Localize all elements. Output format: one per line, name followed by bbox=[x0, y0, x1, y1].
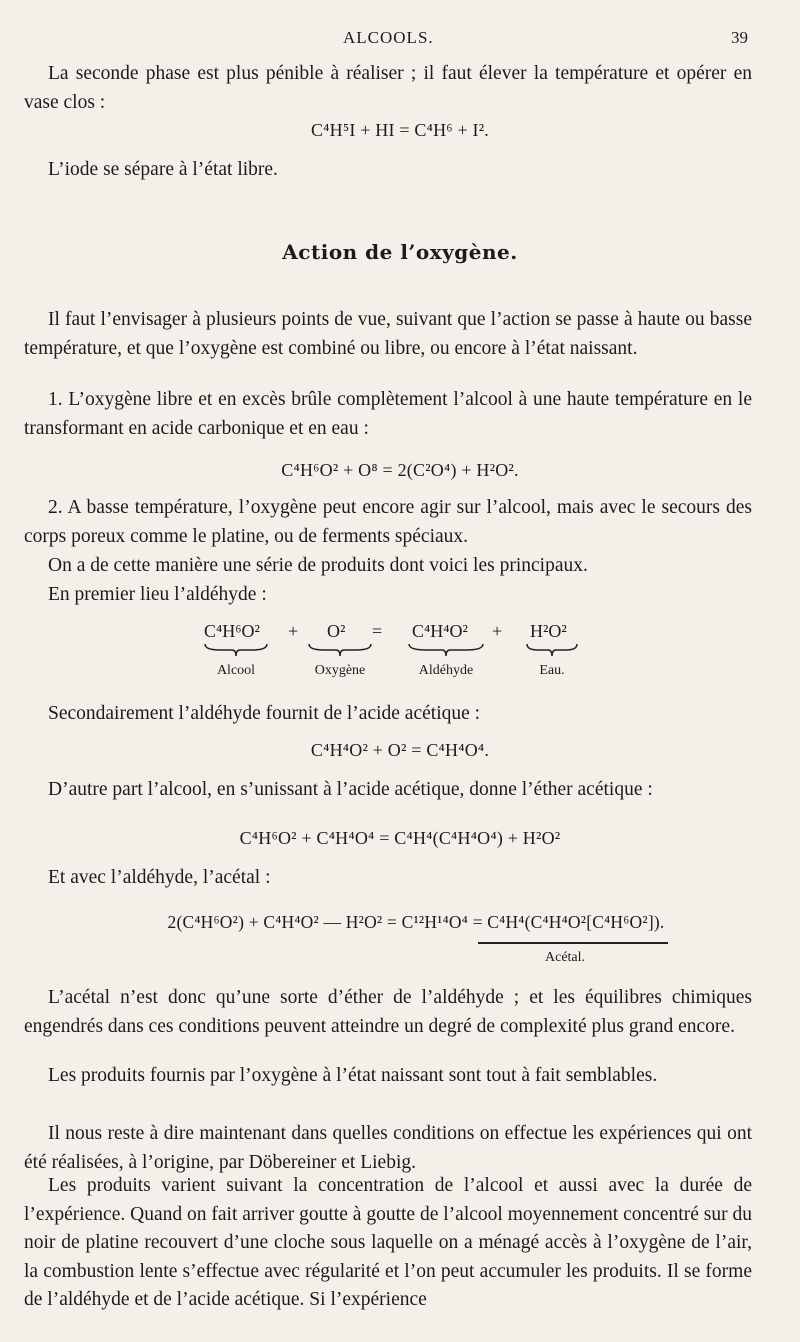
equation-term-alcohol: C⁴H⁶O² bbox=[204, 621, 260, 641]
equation-term-aldehyde: C⁴H⁴O² bbox=[412, 621, 468, 641]
label-aldehyde: Aldéhyde bbox=[418, 663, 474, 678]
running-title: ALCOOLS. bbox=[343, 28, 434, 47]
equation-plus: + bbox=[288, 621, 299, 641]
paragraph-products-series: On a de cette manière une série de produits dont voici les principaux. bbox=[48, 555, 588, 576]
formula-acetic-acid: C⁴H⁴O² + O² = C⁴H⁴O⁴. bbox=[310, 740, 490, 760]
acetal-formula-block bbox=[0, 910, 800, 970]
formula-iodide: C⁴H⁵I + HI = C⁴H⁶ + I². bbox=[310, 120, 490, 140]
brace-aldehyde bbox=[408, 643, 484, 657]
paragraph-nascent-oxygen: Les produits fournis par l’oxygène à l’état naissant sont tout à fait semblables. bbox=[48, 1065, 658, 1086]
equation-equals: = bbox=[372, 621, 383, 641]
paragraph-experiments: Il nous reste à dire maintenant dans quelles conditions on effectue les expériences qui ont été réalisées, à l’origine, par Döbereiner et Liebig. bbox=[24, 1123, 752, 1173]
paragraph-products-vary: Les produits varient suivant la concentration de l’alcool et aussi avec la durée de l’expérience. Quand on fait arriver goutte à goutte de l’alcool moyennement concentré sur du noir de platine recouvert d’une cloche sous laquelle on a ménagé accès à l’oxygène de l’air, la combustion lente s’effectue avec régularité et l’on peut accumuler les produits. Il se forme de l’aldéhyde et de l’acide acétique. Si l’expérience bbox=[24, 1175, 752, 1310]
paragraph-free-oxygen: 1. L’oxygène libre et en excès brûle complètement l’alcool à une haute température en le transformant en acide carbonique et en eau : bbox=[24, 389, 752, 439]
paragraph-acetic-acid: Secondairement l’aldéhyde fournit de l’acide acétique : bbox=[48, 703, 481, 724]
label-eau: Eau. bbox=[539, 663, 565, 678]
equation-term-water: H²O² bbox=[530, 621, 567, 641]
formula-acetic-ether: C⁴H⁶O² + C⁴H⁴O⁴ = C⁴H⁴(C⁴H⁴O⁴) + H²O² bbox=[239, 828, 561, 848]
formula-acetal: 2(C⁴H⁶O²) + C⁴H⁴O² — H²O² = C¹²H¹⁴O⁴ = C⁴H⁴(C⁴H⁴O²[C⁴H⁶O²]). bbox=[167, 912, 665, 932]
section-title: Action de l’oxygène. bbox=[282, 240, 518, 264]
formula-combustion: C⁴H⁶O² + O⁸ = 2(C²O⁴) + H²O². bbox=[281, 460, 519, 480]
label-oxygene: Oxygène bbox=[314, 663, 366, 678]
page-header bbox=[0, 28, 800, 50]
label-alcool: Alcool bbox=[216, 663, 256, 678]
label-acetal: Acétal. bbox=[545, 950, 586, 965]
brace-oxygen bbox=[308, 643, 372, 657]
paragraph-points-of-view: Il faut l’envisager à plusieurs points de vue, suivant que l’action se passe à haute ou basse température, et que l’oxygène est combiné ou libre, ou encore à l’état naissant. bbox=[24, 309, 752, 359]
aldehyde-equation bbox=[0, 621, 800, 687]
paragraph-acetal-ether: L’acétal n’est donc qu’une sorte d’éther de l’aldéhyde ; et les équilibres chimiques engendrés dans ces conditions peuvent atteindre un degré de complexité plus grand encore. bbox=[24, 987, 752, 1037]
paragraph-low-temperature: 2. A basse température, l’oxygène peut encore agir sur l’alcool, mais avec le secours des corps poreux comme le platine, ou de ferments spéciaux. bbox=[24, 497, 752, 547]
paragraph-acetal: Et avec l’aldéhyde, l’acétal : bbox=[48, 867, 271, 888]
paragraph-acetic-ether: D’autre part l’alcool, en s’unissant à l’acide acétique, donne l’éther acétique : bbox=[48, 779, 653, 800]
equation-plus-2: + bbox=[492, 621, 503, 641]
acetal-underline bbox=[478, 942, 668, 944]
paragraph-iodine: L’iode se sépare à l’état libre. bbox=[48, 159, 278, 180]
brace-water bbox=[526, 643, 578, 657]
paragraph-second-phase: La seconde phase est plus pénible à réaliser ; il faut élever la température et opérer en vase clos : bbox=[24, 63, 752, 113]
page-number: 39 bbox=[731, 28, 748, 47]
equation-term-oxygen: O² bbox=[327, 621, 346, 641]
paragraph-aldehyde-first: En premier lieu l’aldéhyde : bbox=[48, 584, 267, 605]
brace-alcohol bbox=[204, 643, 268, 657]
